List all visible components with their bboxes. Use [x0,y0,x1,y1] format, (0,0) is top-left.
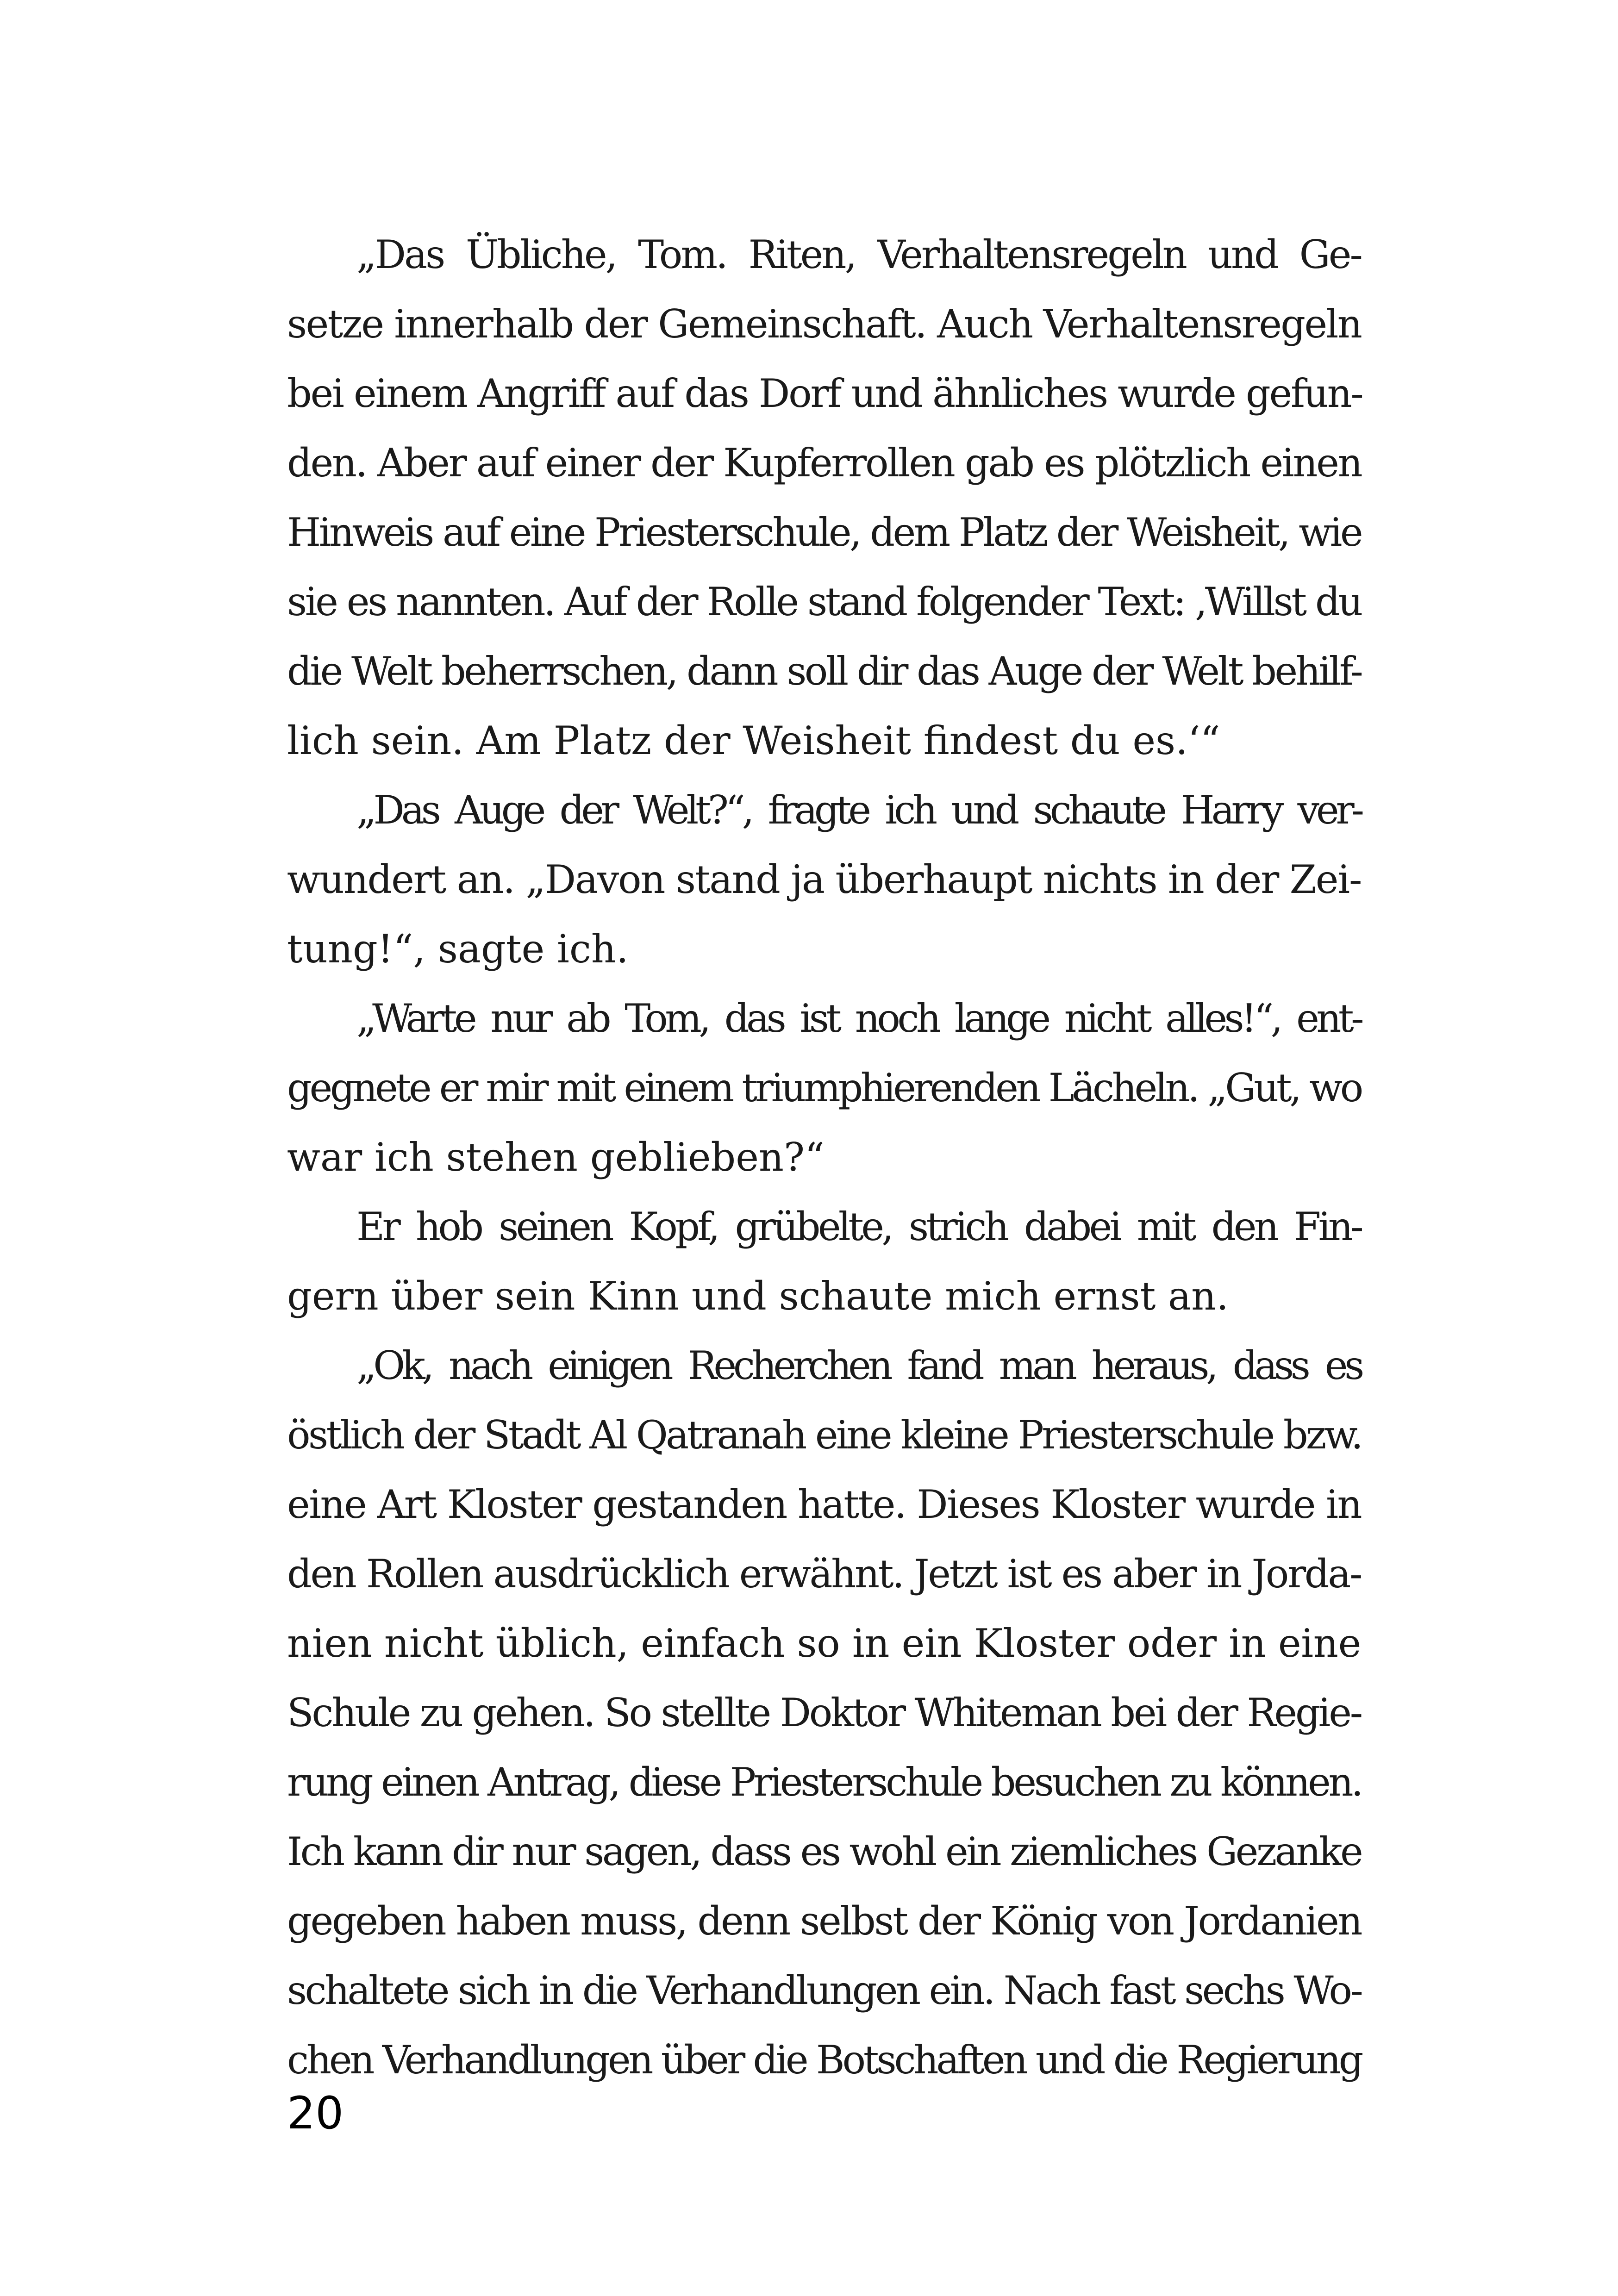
text-line: den Rollen ausdrücklich erwähnt. Jetzt ist es aber in Jorda- [287,1551,1361,1597]
text-line: chen Verhandlungen über die Botschaften und die Regierung [287,2037,1362,2083]
text-line: „Ok, nach einigen Recherchen fand man heraus, dass es [356,1343,1361,1388]
text-line: schaltete sich in die Verhandlungen ein. Nach fast sechs Wo- [287,1968,1362,2013]
text-line: die Welt beherrschen, dann soll dir das Auge der Welt behilf- [287,649,1362,694]
text-line: Er hob seinen Kopf, grübelte, strich dabei mit den Fin- [356,1204,1361,1249]
text-line: Hinweis auf eine Priesterschule, dem Platz der Weisheit, wie [287,510,1361,555]
text-line: war ich stehen geblieben?“ [287,1135,825,1180]
text-line: „Das Übliche, Tom. Riten, Verhaltensregeln und Ge- [356,232,1361,277]
text-line: sie es nannten. Auf der Rolle stand folgender Text: ‚Willst du [287,579,1362,624]
text-line: bei einem Angriff auf das Dorf und ähnliches wurde gefun- [287,371,1362,416]
text-line: setze innerhalb der Gemeinschaft. Auch Verhaltensregeln [287,301,1362,347]
text-line: „Warte nur ab Tom, das ist noch lange nicht alles!“, ent- [356,996,1361,1041]
paragraph [287,220,1361,775]
text-line: gegeben haben muss, denn selbst der König von Jordanien [287,1898,1362,1944]
text-line: rung einen Antrag, diese Priesterschule besuchen zu können. [287,1759,1362,1805]
text-line: östlich der Stadt Al Qatranah eine kleine Priesterschule bzw. [287,1412,1362,1458]
text-line: tung!“, sagte ich. [287,926,629,972]
text-line: gegnete er mir mit einem triumphierenden Lächeln. „Gut, wo [287,1065,1361,1111]
text-line: nien nicht üblich, einfach so in ein Kloster oder in eine [287,1621,1361,1666]
paragraph [287,1331,1361,2095]
body-text [287,220,1361,2095]
text-line: lich sein. Am Platz der Weisheit findest du es.‘“ [287,718,1220,763]
text-line: Ich kann dir nur sagen, dass es wohl ein ziemliches Gezanke [287,1829,1362,1874]
text-line: Schule zu gehen. So stellte Doktor Whiteman bei der Regie- [287,1690,1361,1735]
text-line: wundert an. „Davon stand ja überhaupt nichts in der Zei- [287,857,1362,902]
paragraph [287,1192,1361,1331]
text-line: eine Art Kloster gestanden hatte. Dieses Kloster wurde in [287,1482,1362,1527]
paragraph [287,984,1361,1192]
text-line: gern über sein Kinn und schaute mich ernst an. [287,1273,1229,1319]
text-line: „Das Auge der Welt?“, fragte ich und schaute Harry ver- [356,787,1361,833]
text-line: den. Aber auf einer der Kupferrollen gab es plötzlich einen [287,440,1362,486]
paragraph [287,775,1361,984]
page-number: 20 [287,2087,344,2139]
